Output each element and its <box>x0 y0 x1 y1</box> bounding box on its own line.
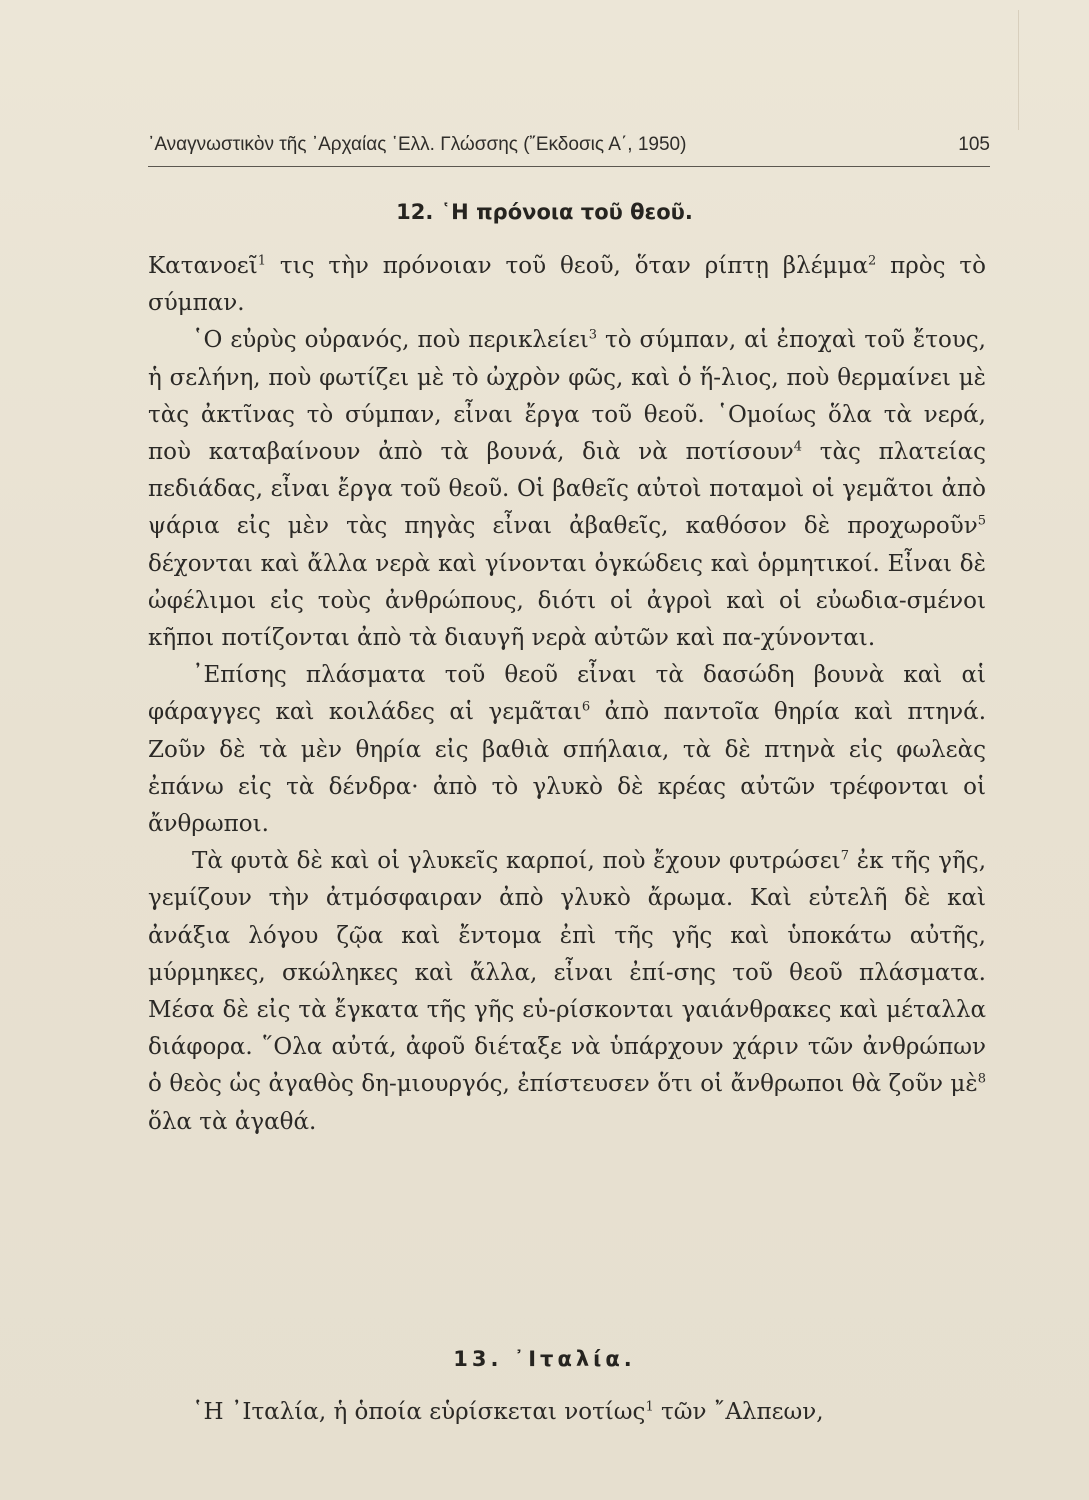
footnote-mark: 1 <box>257 253 267 269</box>
text-run: Τὰ φυτὰ δὲ καὶ οἱ γλυκεῖς καρποί, ποὺ ἔχουν φυτρώσει <box>192 848 841 875</box>
paragraph <box>148 248 986 322</box>
paragraph <box>148 843 986 1141</box>
section-body-12 <box>148 248 986 1141</box>
paragraph <box>148 1394 986 1431</box>
footnote-mark: 5 <box>977 513 986 529</box>
footnote-mark: 6 <box>581 699 591 715</box>
text-run: ὅλα τὰ ἀγαθά. <box>148 1108 317 1135</box>
section-title-13: 13. ᾿Ιταλία. <box>453 1347 636 1371</box>
header-rule <box>148 166 990 167</box>
section-body-13 <box>148 1394 986 1431</box>
footnote-mark: 2 <box>868 253 877 269</box>
text-run: ἐκ τῆς γῆς, γεμίζουν τὴν ἀτμόσφαιραν ἀπὸ γλυκὸ ἄρωμα. Καὶ εὐτελῆ δὲ καὶ ἀνάξια λόγου ζῷα καὶ ἔντομα ἐπὶ τῆς γῆς καὶ ὑποκάτω αὐτῆς, μύρμηκες, σκώληκες καὶ ἄλλα, εἶναι ἐπί-σης τοῦ θεοῦ πλάσματα. Μέσα δὲ εἰς τὰ ἔγκατα τῆς γῆς εὑ-ρίσκονται γαιάνθρακες καὶ μέταλλα διάφορα. ῞Ολα αὐτά, ἀφοῦ διέταξε νὰ ὑπάρχουν χάριν τῶν ἀνθρώπων ὁ θεὸς ὡς ἀγαθὸς δη-μιουργός, ἐπίστευσεν ὅτι οἱ ἄνθρωποι θὰ ζοῦν μὲ <box>148 848 987 1098</box>
footnote-mark: 4 <box>793 439 803 455</box>
section-title-12: 12. ῾Η πρόνοια τοῦ θεοῦ. <box>396 200 693 224</box>
footnote-mark: 8 <box>977 1071 986 1087</box>
footnote-mark: 3 <box>588 327 598 343</box>
running-title: ᾿Αναγνωστικὸν τῆς ᾿Αρχαίας ῾Ελλ. Γλώσσης (῎Εκδοσις Α΄, 1950) <box>148 134 687 155</box>
paragraph <box>148 657 986 843</box>
text-run: τὰς πλατείας πεδιάδας, εἶναι ἔργα τοῦ θεοῦ. Οἱ βαθεῖς αὐτοὶ ποταμοὶ οἱ γεμᾶτοι ἀπὸ ψάρια εἰς μὲν τὰς πηγὰς εἶναι ἀβαθεῖς, καθόσον δὲ προχωροῦν <box>148 439 986 540</box>
text-run: Κατανοεῖ <box>148 253 258 279</box>
text-run: τις τὴν πρόνοιαν τοῦ θεοῦ, ὅταν ρίπτῃ βλέμμα <box>266 253 868 279</box>
text-run: ῾Ο εὐρὺς οὐρανός, ποὺ περικλείει <box>192 327 589 354</box>
footnote-mark: 7 <box>840 848 849 864</box>
paragraph <box>148 322 986 657</box>
footnote-mark: 1 <box>645 1399 654 1415</box>
text-run: τὸ σύμπαν, αἱ ἐποχαὶ τοῦ ἔτους, ἡ σελήνη, ποὺ φωτίζει μὲ τὸ ὠχρὸν φῶς, καὶ ὁ ἥ-λιος, ποὺ θερμαίνει μὲ τὰς ἀκτῖνας τὸ σύμπαν, εἶναι ἔργα τοῦ θεοῦ. ῾Ομοίως ὅλα τὰ νερά, ποὺ καταβαίνουν ἀπὸ τὰ βουνά, διὰ νὰ ποτίσουν <box>148 327 986 466</box>
text-run: ᾿Επίσης πλάσματα τοῦ θεοῦ εἶναι τὰ δασώδη βουνὰ καὶ αἱ φάραγγες καὶ κοιλάδες αἱ γεμᾶται <box>148 662 986 726</box>
page-number: 105 <box>958 134 990 155</box>
text-run: ἀπὸ παντοῖα θηρία καὶ πτηνά. Ζοῦν δὲ τὰ μὲν θηρία εἰς βαθιὰ σπήλαια, τὰ δὲ πτηνὰ εἰς φωλεὰς ἐπάνω εἰς τὰ δένδρα· ἀπὸ τὸ γλυκὸ δὲ κρέας αὐτῶν τρέφονται οἱ ἄνθρωποι. <box>148 699 987 838</box>
text-run: δέχονται καὶ ἄλλα νερὰ καὶ γίνονται ὀγκώδεις καὶ ὁρμητικοί. Εἶναι δὲ ὠφέλιμοι εἰς τοὺς ἀνθρώπους, διότι οἱ ἀγροὶ καὶ οἱ εὐωδια-σμένοι κῆποι ποτίζονται ἀπὸ τὰ διαυγῆ νερὰ αὐτῶν καὶ πα-χύνονται. <box>148 550 986 652</box>
running-header <box>148 134 990 156</box>
page-edge-fold <box>1018 10 1049 130</box>
text-run: πρὸς τὸ σύμπαν. <box>148 253 986 317</box>
text-run: ῾Η ᾿Ιταλία, ἡ ὁποία εὑρίσκεται νοτίως <box>192 1399 646 1425</box>
text-run: τῶν ῎Αλπεων, <box>653 1399 824 1425</box>
